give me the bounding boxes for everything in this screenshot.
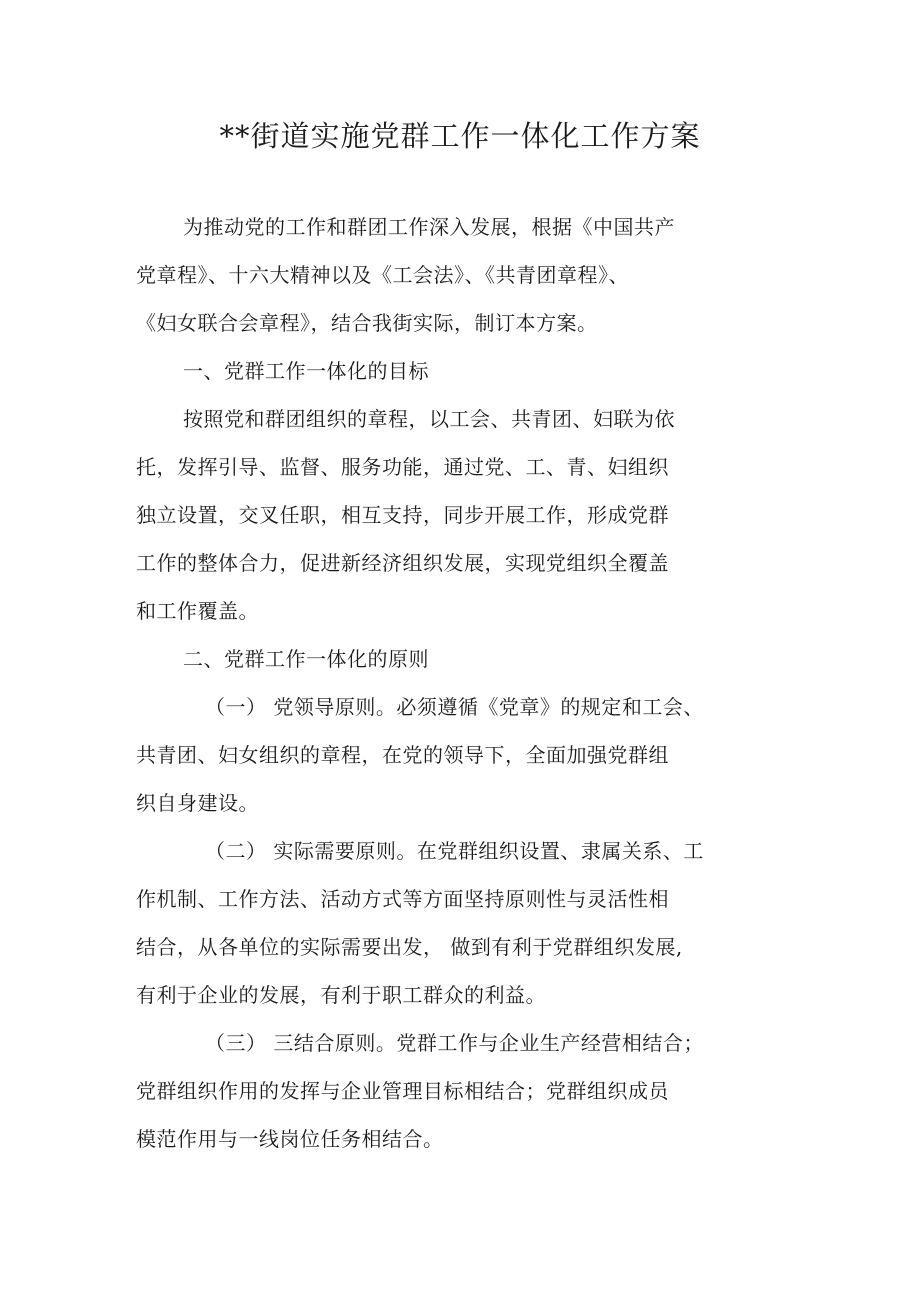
paragraph-line: 模范作用与一线岗位任务相结合。: [136, 1127, 444, 1151]
paragraph-line: 为推动党的工作和群团工作深入发展，根据《中国共产: [183, 215, 675, 239]
paragraph-line: 托，发挥引导、监督、服务功能，通过党、工、青、妇组织: [136, 455, 669, 479]
paragraph-line: （二） 实际需要原则。在党群组织设置、隶属关系、工: [205, 839, 704, 863]
paragraph-line: 有利于企业的发展，有利于职工群众的利益。: [136, 983, 546, 1007]
paragraph-line: 按照党和群团组织的章程，以工会、共青团、妇联为依: [183, 407, 675, 431]
paragraph-line: 结合，从各单位的实际需要出发， 做到有利于党群组织发展,: [136, 935, 683, 959]
section-heading: 一、党群工作一体化的目标: [183, 359, 429, 383]
document-title: **街道实施党群工作一体化工作方案: [219, 119, 701, 153]
paragraph-line: （三） 三结合原则。党群工作与企业生产经营相结合；: [205, 1031, 704, 1055]
paragraph-line: 党群组织作用的发挥与企业管理目标相结合；党群组织成员: [136, 1079, 669, 1103]
paragraph-line: 独立设置，交叉任职，相互支持，同步开展工作，形成党群: [136, 503, 669, 527]
paragraph-line: 和工作覆盖。: [136, 599, 259, 623]
paragraph-line: 《妇女联合会章程》，结合我街实际，制订本方案。: [136, 311, 598, 335]
paragraph-line: （一） 党领导原则。必须遵循《党章》的规定和工会、: [205, 695, 704, 719]
paragraph-line: 共青团、妇女组织的章程，在党的领导下，全面加强党群组: [136, 743, 669, 767]
paragraph-line: 党章程》、十六大精神以及《工会法》、《共青团章程》、: [136, 263, 629, 287]
paragraph-line: 作机制、工作方法、活动方式等方面坚持原则性与灵活性相: [136, 887, 669, 911]
section-heading: 二、党群工作一体化的原则: [183, 647, 429, 671]
paragraph-line: 织自身建设。: [136, 791, 259, 815]
paragraph-line: 工作的整体合力，促进新经济组织发展，实现党组织全覆盖: [136, 551, 669, 575]
